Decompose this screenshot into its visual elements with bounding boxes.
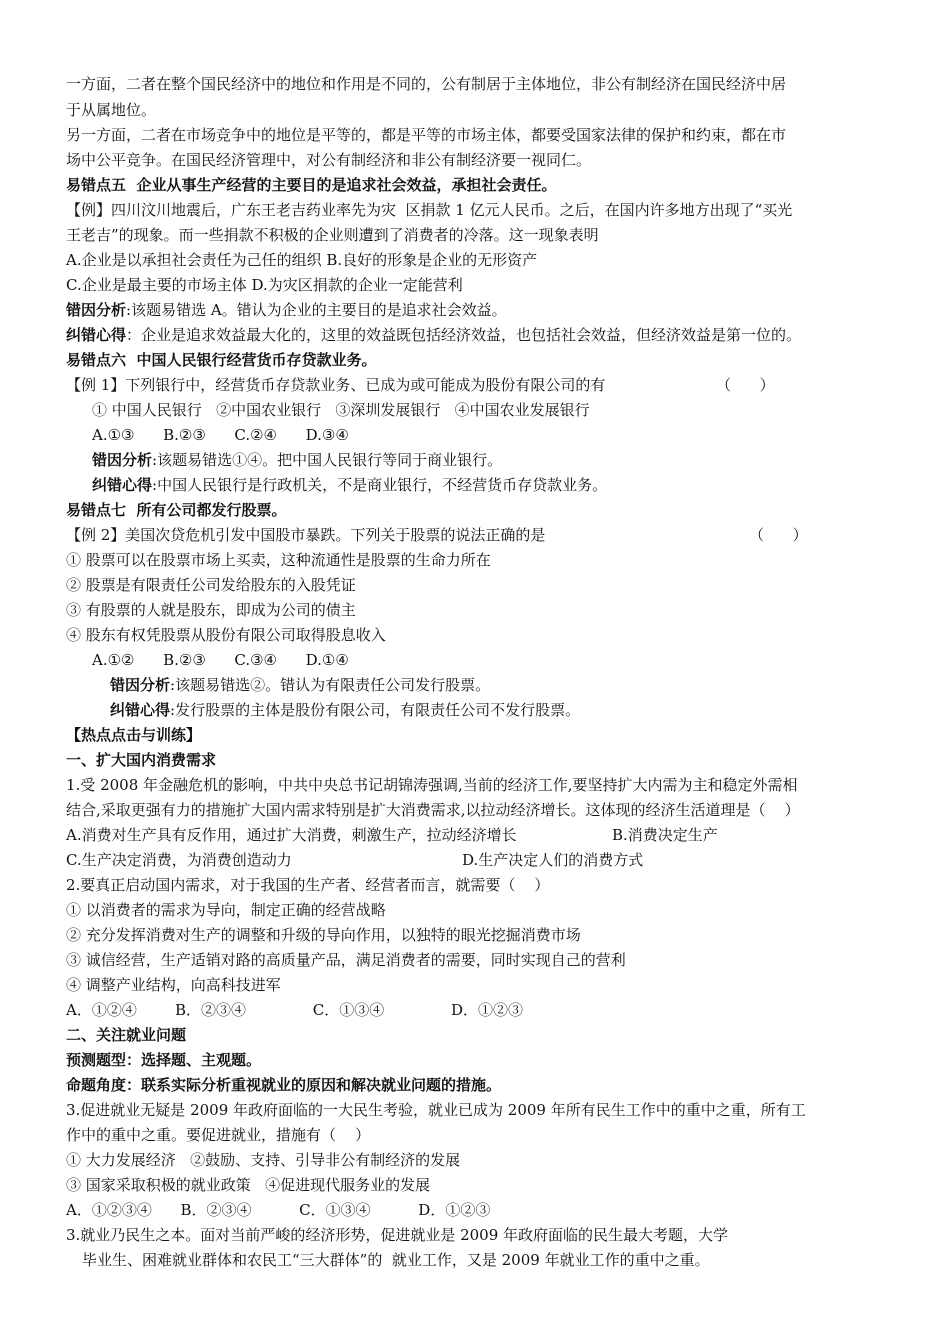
option-line: A.①② B.②③ C.③④ D.①④ — [92, 651, 349, 669]
option-line: A.企业是以承担社会责任为己任的组织 B.良好的形象是企业的无形资产 — [66, 251, 538, 269]
option-line: ④ 股东有权凭股票从股份有限公司取得股息收入 — [66, 626, 386, 644]
text-line: 于从属地位。 — [66, 101, 157, 119]
section-heading: 二、关注就业问题 — [66, 1026, 187, 1044]
option-line: ① 股票可以在股票市场上买卖，这种流通性是股票的生命力所在 — [66, 551, 491, 569]
answer-bracket: （ ） — [749, 526, 808, 544]
question-line: 【例 2】美国次贷危机引发中国股市暴跌。下列关于股票的说法正确的是 （ ） — [66, 523, 950, 548]
question-line: 结合,采取更强有力的措施扩大国内需求特别是扩大消费需求,以拉动经济增长。这体现的经济生活道理是（ ） — [66, 801, 800, 819]
analysis-line: 纠错心得:发行股票的主体是股份有限公司，有限责任公司不发行股票。 — [110, 701, 581, 719]
section-heading: 易错点七 所有公司都发行股票。 — [66, 501, 287, 519]
option-line: C.企业是最主要的市场主体 D.为灾区捐款的企业一定能营利 — [66, 276, 463, 294]
answer-bracket: （ ） — [716, 376, 775, 394]
option-right: D.生产决定人们的消费方式 — [462, 851, 644, 869]
label: 纠错心得 — [66, 326, 127, 344]
label: 错因分析 — [66, 301, 127, 319]
label: 错因分析 — [92, 451, 153, 469]
section-heading: 【热点点击与训练】 — [66, 726, 202, 744]
section-heading: 一、扩大国内消费需求 — [66, 751, 217, 769]
option-line: ② 股票是有限责任公司发给股东的入股凭证 — [66, 576, 356, 594]
question-line: 毕业生、困难就业群体和农民工“三大群体”的 就业工作，又是 2009 年就业工作的重中之重。 — [82, 1251, 710, 1269]
analysis-line: 错因分析:该题易错选①④。把中国人民银行等同于商业银行。 — [92, 451, 503, 469]
label: 错因分析 — [110, 676, 171, 694]
text-line: 【例】四川汶川地震后，广东王老吉药业率先为灾 区捐款 1 亿元人民币。之后，在国内许多地方出现了“买光 — [66, 201, 793, 219]
option-line: ① 以消费者的需求为导向，制定正确的经营战略 — [66, 901, 386, 919]
section-heading: 易错点五 企业从事生产经营的主要目的是追求社会效益，承担社会责任。 — [66, 176, 557, 194]
text-line: 另一方面，二者在市场竞争中的地位是平等的，都是平等的市场主体，都要受国家法律的保护和约束，都在市 — [66, 126, 787, 144]
option-line: ③ 国家采取积极的就业政策 ④促进现代服务业的发展 — [66, 1176, 431, 1194]
text-line: 场中公平竞争。在国民经济管理中，对公有制经济和非公有制经济要一视同仁。 — [66, 151, 592, 169]
section-heading: 预测题型：选择题、主观题。 — [66, 1051, 262, 1069]
label: 纠错心得 — [110, 701, 171, 719]
text-line: 一方面，二者在整个国民经济中的地位和作用是不同的，公有制居于主体地位，非公有制经济在国民经济中居 — [66, 75, 787, 93]
question-line: 3.就业乃民生之本。面对当前严峻的经济形势，促进就业是 2009 年政府面临的民生最大考题，大学 — [66, 1226, 729, 1244]
analysis-line: 错因分析:该题易错选②。错认为有限责任公司发行股票。 — [110, 676, 491, 694]
option-line: ① 大力发展经济 ②鼓励、支持、引导非公有制经济的发展 — [66, 1151, 461, 1169]
option-line: ③ 诚信经营，生产适销对路的高质量产品，满足消费者的需要，同时实现自己的营利 — [66, 951, 626, 969]
question-line: 【例 1】下列银行中，经营货币存贷款业务、已成为或可能成为股份有限公司的有 （ ） — [66, 373, 950, 398]
option-line: ③ 有股票的人就是股东，即成为公司的债主 — [66, 601, 356, 619]
section-heading: 易错点六 中国人民银行经营货币存贷款业务。 — [66, 351, 377, 369]
analysis-line: 纠错心得：企业是追求效益最大化的，这里的效益既包括经济效益，也包括社会效益，但经济效益是第一位的。 — [66, 326, 802, 344]
option-line: ② 充分发挥消费对生产的调整和升级的导向作用，以独特的眼光挖掘消费市场 — [66, 926, 581, 944]
question-line: 作中的重中之重。要促进就业，措施有（ ） — [66, 1126, 371, 1144]
option-line: A．①②③④ B．②③④ C．①③④ D．①②③ — [66, 1201, 491, 1219]
question-line: 1.受 2008 年金融危机的影响，中共中央总书记胡锦涛强调,当前的经济工作,要坚持扩大内需为主和稳定外需相 — [66, 776, 798, 794]
option-right: B.消费决定生产 — [612, 826, 718, 844]
label: 纠错心得 — [92, 476, 153, 494]
option-line: A．①②④ B．②③④ C．①③④ D．①②③ — [66, 1001, 524, 1019]
question-line: 2.要真正启动国内需求，对于我国的生产者、经营者而言，就需要（ ） — [66, 876, 550, 894]
analysis-line: 错因分析:该题易错选 A。错认为企业的主要目的是追求社会效益。 — [66, 301, 507, 319]
option-line: A.消费对生产具有反作用，通过扩大消费，刺激生产，拉动经济增长 B.消费决定生产 — [66, 823, 950, 848]
option-line: ④ 调整产业结构，向高科技进军 — [66, 976, 281, 994]
option-line: ① 中国人民银行 ②中国农业银行 ③深圳发展银行 ④中国农业发展银行 — [92, 401, 590, 419]
option-line: A.①③ B.②③ C.②④ D.③④ — [92, 426, 349, 444]
section-heading: 命题角度：联系实际分析重视就业的原因和解决就业问题的措施。 — [66, 1076, 502, 1094]
text-line: 王老吉”的现象。而一些捐款不积极的企业则遭到了消费者的冷落。这一现象表明 — [66, 226, 599, 244]
question-line: 3.促进就业无疑是 2009 年政府面临的一大民生考验，就业已成为 2009 年所有民生工作中的重中之重，所有工 — [66, 1101, 806, 1119]
option-line: C.生产决定消费，为消费创造动力 D.生产决定人们的消费方式 — [66, 848, 950, 873]
analysis-line: 纠错心得:中国人民银行是行政机关，不是商业银行，不经营货币存贷款业务。 — [92, 476, 608, 494]
